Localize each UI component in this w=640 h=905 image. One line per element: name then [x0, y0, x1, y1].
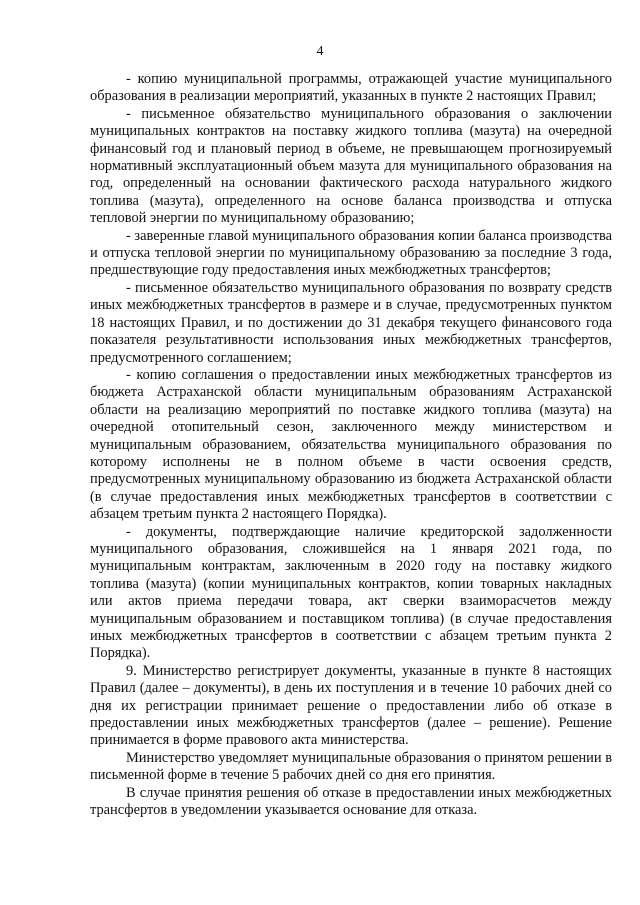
- paragraph-municipal-program-copy: - копию муниципальной программы, отражающей участие муниципального образования в реализации мероприятий, указанных в пункте 2 настоящих Правил;: [90, 71, 612, 105]
- paragraph-agreement-copy: - копию соглашения о предоставлении иных межбюджетных трансфертов из бюджета Астраханской области муниципальным образованиям Астраханской области на реализацию мероприятий по поставке жидкого топлива (мазута) на очередной отопительный сезон, заключенного между министерством и муниципальным образованием, обязательства муниципального образования по которому исполнены не в полном объеме в части освоения средств, предусмотренных муниципальному образованию из бюджета Астраханской области (в случае предоставления иных межбюджетных трансфертов в соответствии с абзацем третьим пункта 2 настоящего Порядка).: [90, 366, 612, 523]
- paragraph-registration-decision: 9. Министерство регистрирует документы, указанные в пункте 8 настоящих Правил (далее – документы), в день их поступления и в течение 10 рабочих дней со дня их регистрации принимает решение о предоставлении либо об отказе в предоставлении иных межбюджетных трансфертов (далее – решение). Решение принимается в форме правового акта министерства.: [90, 662, 612, 749]
- paragraph-heat-balance-copies: - заверенные главой муниципального образования копии баланса производства и отпуска тепловой энергии по муниципальному образованию за последние 3 года, предшествующие году предоставления иных межбюджетных трансфертов;: [90, 227, 612, 279]
- paragraph-refusal-grounds: В случае принятия решения об отказе в предоставлении иных межбюджетных трансфертов в уведомлении указывается основание для отказа.: [90, 784, 612, 819]
- document-body: [90, 71, 612, 819]
- page-number: 4: [316, 44, 324, 59]
- paragraph-refund-obligation: - письменное обязательство муниципального образования по возврату средств иных межбюджетных трансфертов в размере и в случае, предусмотренных пунктом 18 настоящих Правил, и по достижении до 31 декабря текущего финансового года показателя результативности использования иных межбюджетных трансфертов, предусмотренного соглашением;: [90, 279, 612, 366]
- paragraph-fuel-contract-obligation: - письменное обязательство муниципального образования о заключении муниципальных контрактов на поставку жидкого топлива (мазута) на очередной финансовый год и плановый период в объеме, не превышающем прогнозируемый нормативный эксплуатационный объем мазута для муниципального образования на год, определенный на основании фактического расхода натурального жидкого топлива (мазута), определенного на основе баланса производства и отпуска тепловой энергии по муниципальному образованию;: [90, 105, 612, 227]
- paragraph-debt-documents: - документы, подтверждающие наличие кредиторской задолженности муниципального образования, сложившейся на 1 января 2021 года, по муниципальным контрактам, заключенным в 2020 году на поставку жидкого топлива (мазута) (копии муниципальных контрактов, копии товарных накладных или актов приема передачи товара, акт сверки взаиморасчетов между муниципальным образованием и поставщиком топлива) (в случае предоставления иных межбюджетных трансфертов в соответствии с абзацем третьим пункта 2 Порядка).: [90, 523, 612, 662]
- paragraph-notification: Министерство уведомляет муниципальные образования о принятом решении в письменной форме в течение 5 рабочих дней со дня его принятия.: [90, 749, 612, 784]
